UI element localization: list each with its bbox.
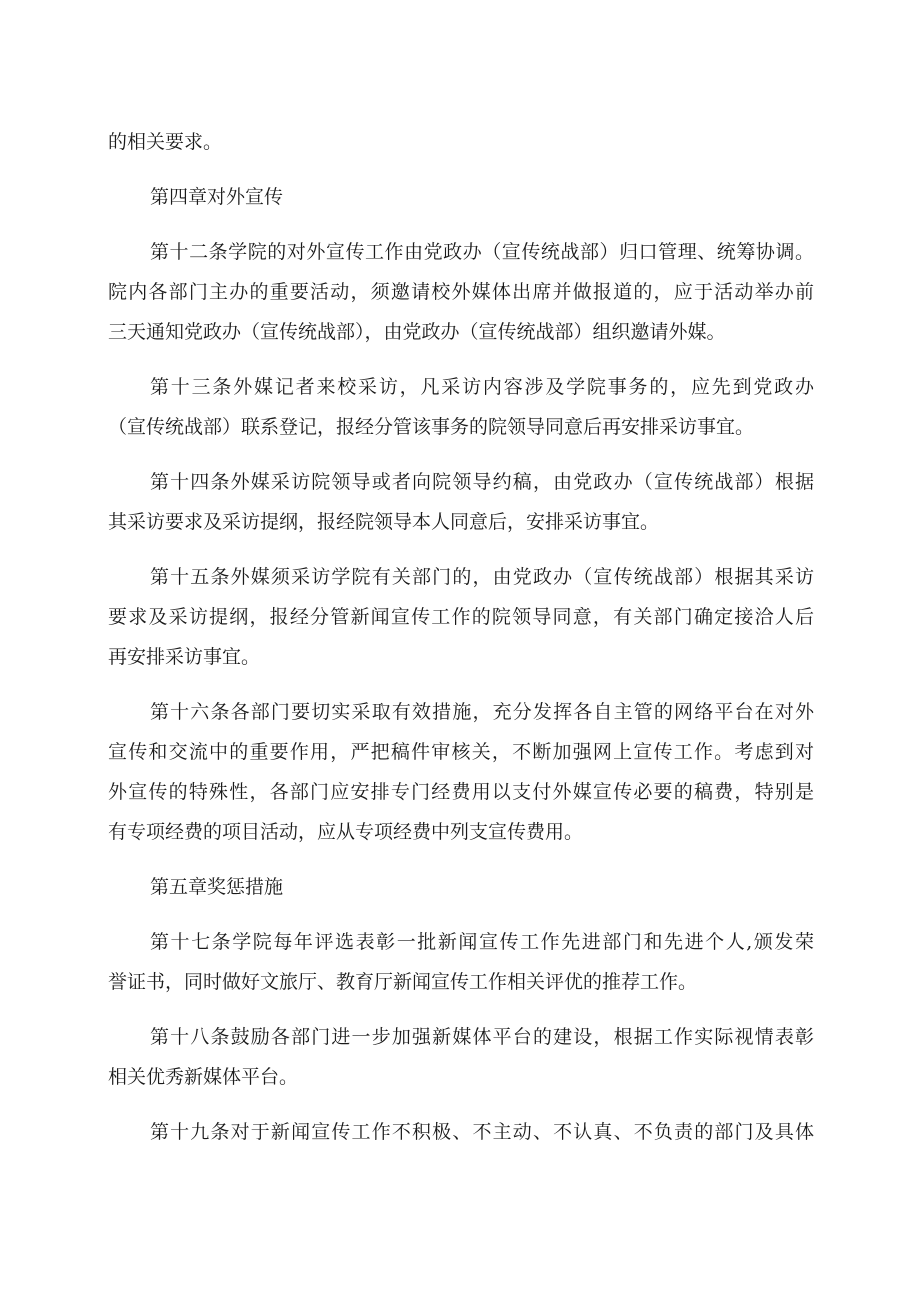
text-line: 第十二条学院的对外宣传工作由党政办（宣传统战部）归口管理、统筹协调。 bbox=[150, 241, 814, 263]
text-line: （宣传统战部）联系登记，报经分管该事务的院领导同意后再安排采访事宜。 bbox=[108, 416, 755, 438]
text-line: 第十九条对于新闻宣传工作不积极、不主动、不认真、不负责的部门及具体 bbox=[150, 1121, 814, 1143]
text-line: 第十八条鼓励各部门进一步加强新媒体平台的建设，根据工作实际视情表彰 bbox=[150, 1026, 814, 1048]
text-line: 誉证书，同时做好文旅厅、教育厅新闻宣传工作相关评优的推荐工作。 bbox=[108, 971, 698, 993]
text-line: 第十三条外媒记者来校采访，凡采访内容涉及学院事务的，应先到党政办 bbox=[150, 376, 814, 398]
text-line: 三天通知党政办（宣传统战部），由党政办（宣传统战部）组织邀请外媒。 bbox=[108, 321, 726, 343]
chapter-heading: 第五章奖惩措施 bbox=[150, 876, 284, 898]
text-line: 第十五条外媒须采访学院有关部门的，由党政办（宣传统战部）根据其采访 bbox=[150, 566, 814, 588]
text-line: 要求及采访提纲，报经分管新闻宣传工作的院领导同意，有关部门确定接洽人后 bbox=[108, 606, 814, 628]
chapter-heading: 第四章对外宣传 bbox=[150, 186, 284, 208]
text-line: 宣传和交流中的重要作用，严把稿件审核关，不断加强网上宣传工作。考虑到对 bbox=[108, 741, 814, 763]
text-line: 第十七条学院每年评选表彰一批新闻宣传工作先进部门和先进个人,颁发荣 bbox=[150, 931, 814, 953]
text-line: 院内各部门主办的重要活动，须邀请校外媒体出席并做报道的，应于活动举办前 bbox=[108, 281, 814, 303]
text-line: 其采访要求及采访提纲，报经院领导本人同意后，安排采访事宜。 bbox=[108, 511, 660, 533]
text-line: 第十四条外媒采访院领导或者向院领导约稿，由党政办（宣传统战部）根据 bbox=[150, 471, 814, 493]
text-line: 有专项经费的项目活动，应从专项经费中列支宣传费用。 bbox=[108, 821, 584, 843]
text-line: 的相关要求。 bbox=[108, 131, 223, 153]
text-line: 再安排采访事宜。 bbox=[108, 646, 261, 668]
text-line: 第十六条各部门要切实采取有效措施，充分发挥各自主管的网络平台在对外 bbox=[150, 701, 814, 723]
text-line: 外宣传的特殊性，各部门应安排专门经费用以支付外媒宣传必要的稿费，特别是 bbox=[108, 781, 814, 803]
text-line: 相关优秀新媒体平台。 bbox=[108, 1066, 299, 1088]
